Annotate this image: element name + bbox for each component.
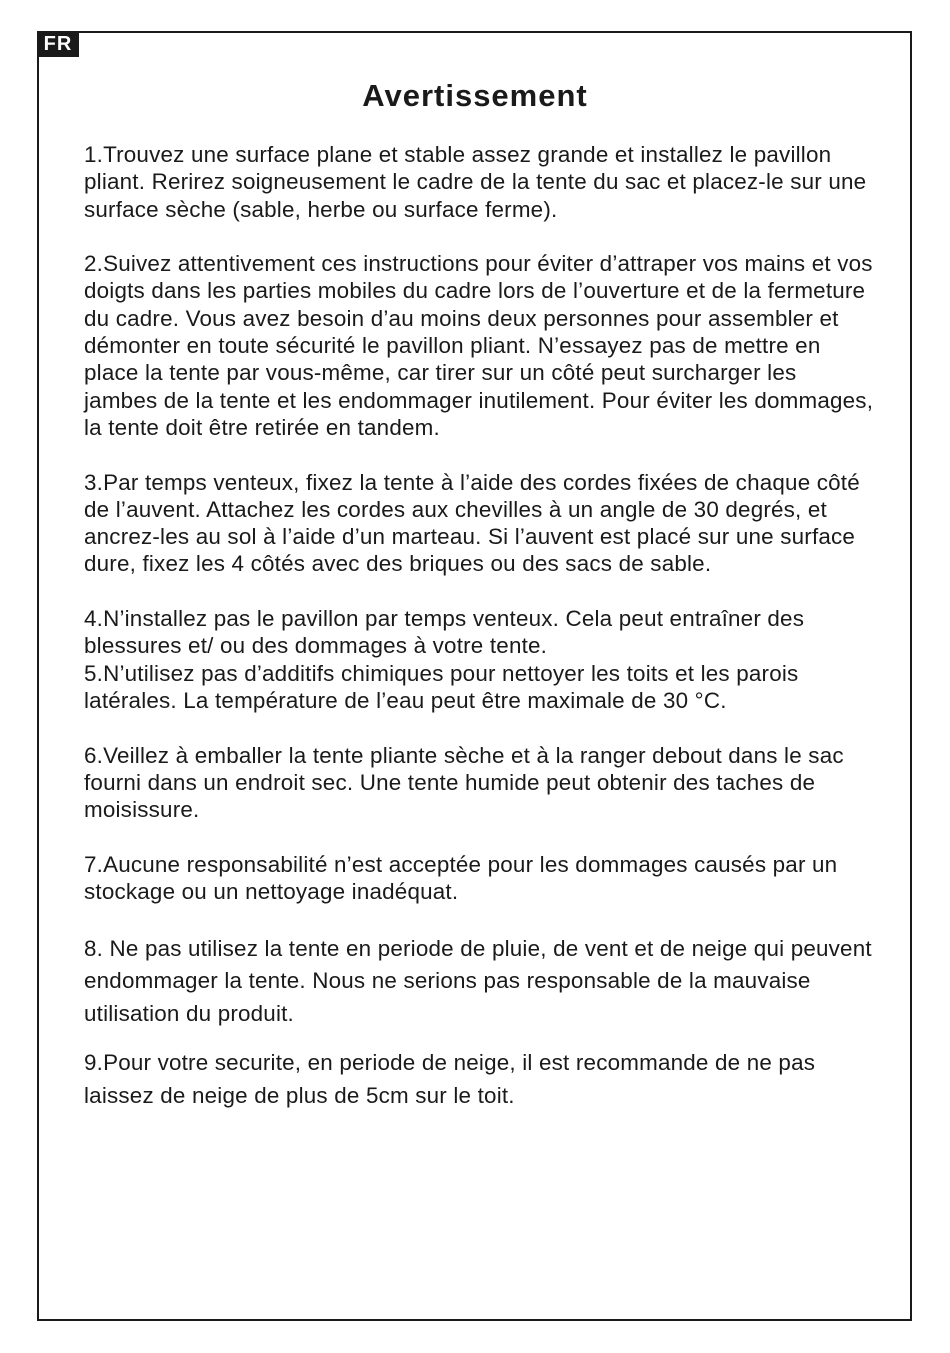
- language-badge: FR: [37, 31, 79, 57]
- warning-list: [84, 141, 874, 1129]
- warning-item-9: 9.Pour votre securite, en periode de neige, il est recommande de ne pas laissez de neige de plus de 5cm sur le toit.: [84, 1050, 816, 1108]
- warning-item-7: 7.Aucune responsabilité n’est acceptée pour les dommages causés par un stockage ou un nettoyage inadéquat.: [84, 851, 838, 905]
- warning-item-2: 2.Suivez attentivement ces instructions pour éviter d’attraper vos mains et vos doigts dans les parties mobiles du cadre lors de l’ouverture et de la fermeture du cadre. Vous avez besoin d’au moins deux personnes pour assembler et démonter en toute sécurité le pavillon pliant. N’essayez pas de mettre en place la tente par vous-même, car tirer sur un côté peut surcharger les jambes de la tente et les endommager inutilement. Pour éviter les dommages, la tente doit être retirée en tandem.: [84, 251, 874, 440]
- page-title: Avertissement: [362, 78, 588, 113]
- warning-item-5: 5.N’utilisez pas d’additifs chimiques pour nettoyer les toits et les parois latérales. La température de l’eau peut être maximale de 30 °C.: [84, 660, 799, 713]
- warning-item-4: 4.N’installez pas le pavillon par temps venteux. Cela peut entraîner des blessures et/ ou des dommages à votre tente.: [84, 606, 805, 659]
- warning-item-1: 1.Trouvez une surface plane et stable assez grande et installez le pavillon pliant. Rerirez soigneusement le cadre de la tente du sac et placez-le sur une surface sèche (sable, herbe ou surface ferme).: [84, 142, 867, 222]
- warning-item-3: 3.Par temps venteux, fixez la tente à l’aide des cordes fixées de chaque côté de l’auvent. Attachez les cordes aux chevilles à un angle de 30 degrés, et ancrez-les au sol à l’aide d’un marteau. Si l’auvent est placé sur une surface dure, fixez les 4 côtés avec des briques ou des sacs de sable.: [84, 469, 860, 577]
- warning-item-8: 8. Ne pas utilisez la tente en periode de pluie, de vent et de neige qui peuvent endommager la tente. Nous ne serions pas responsable de la mauvaise utilisation du produit.: [84, 935, 872, 1026]
- warning-item-6: 6.Veillez à emballer la tente pliante sèche et à la ranger debout dans le sac fourni dans un endroit sec. Une tente humide peut obtenir des taches de moisissure.: [84, 742, 844, 823]
